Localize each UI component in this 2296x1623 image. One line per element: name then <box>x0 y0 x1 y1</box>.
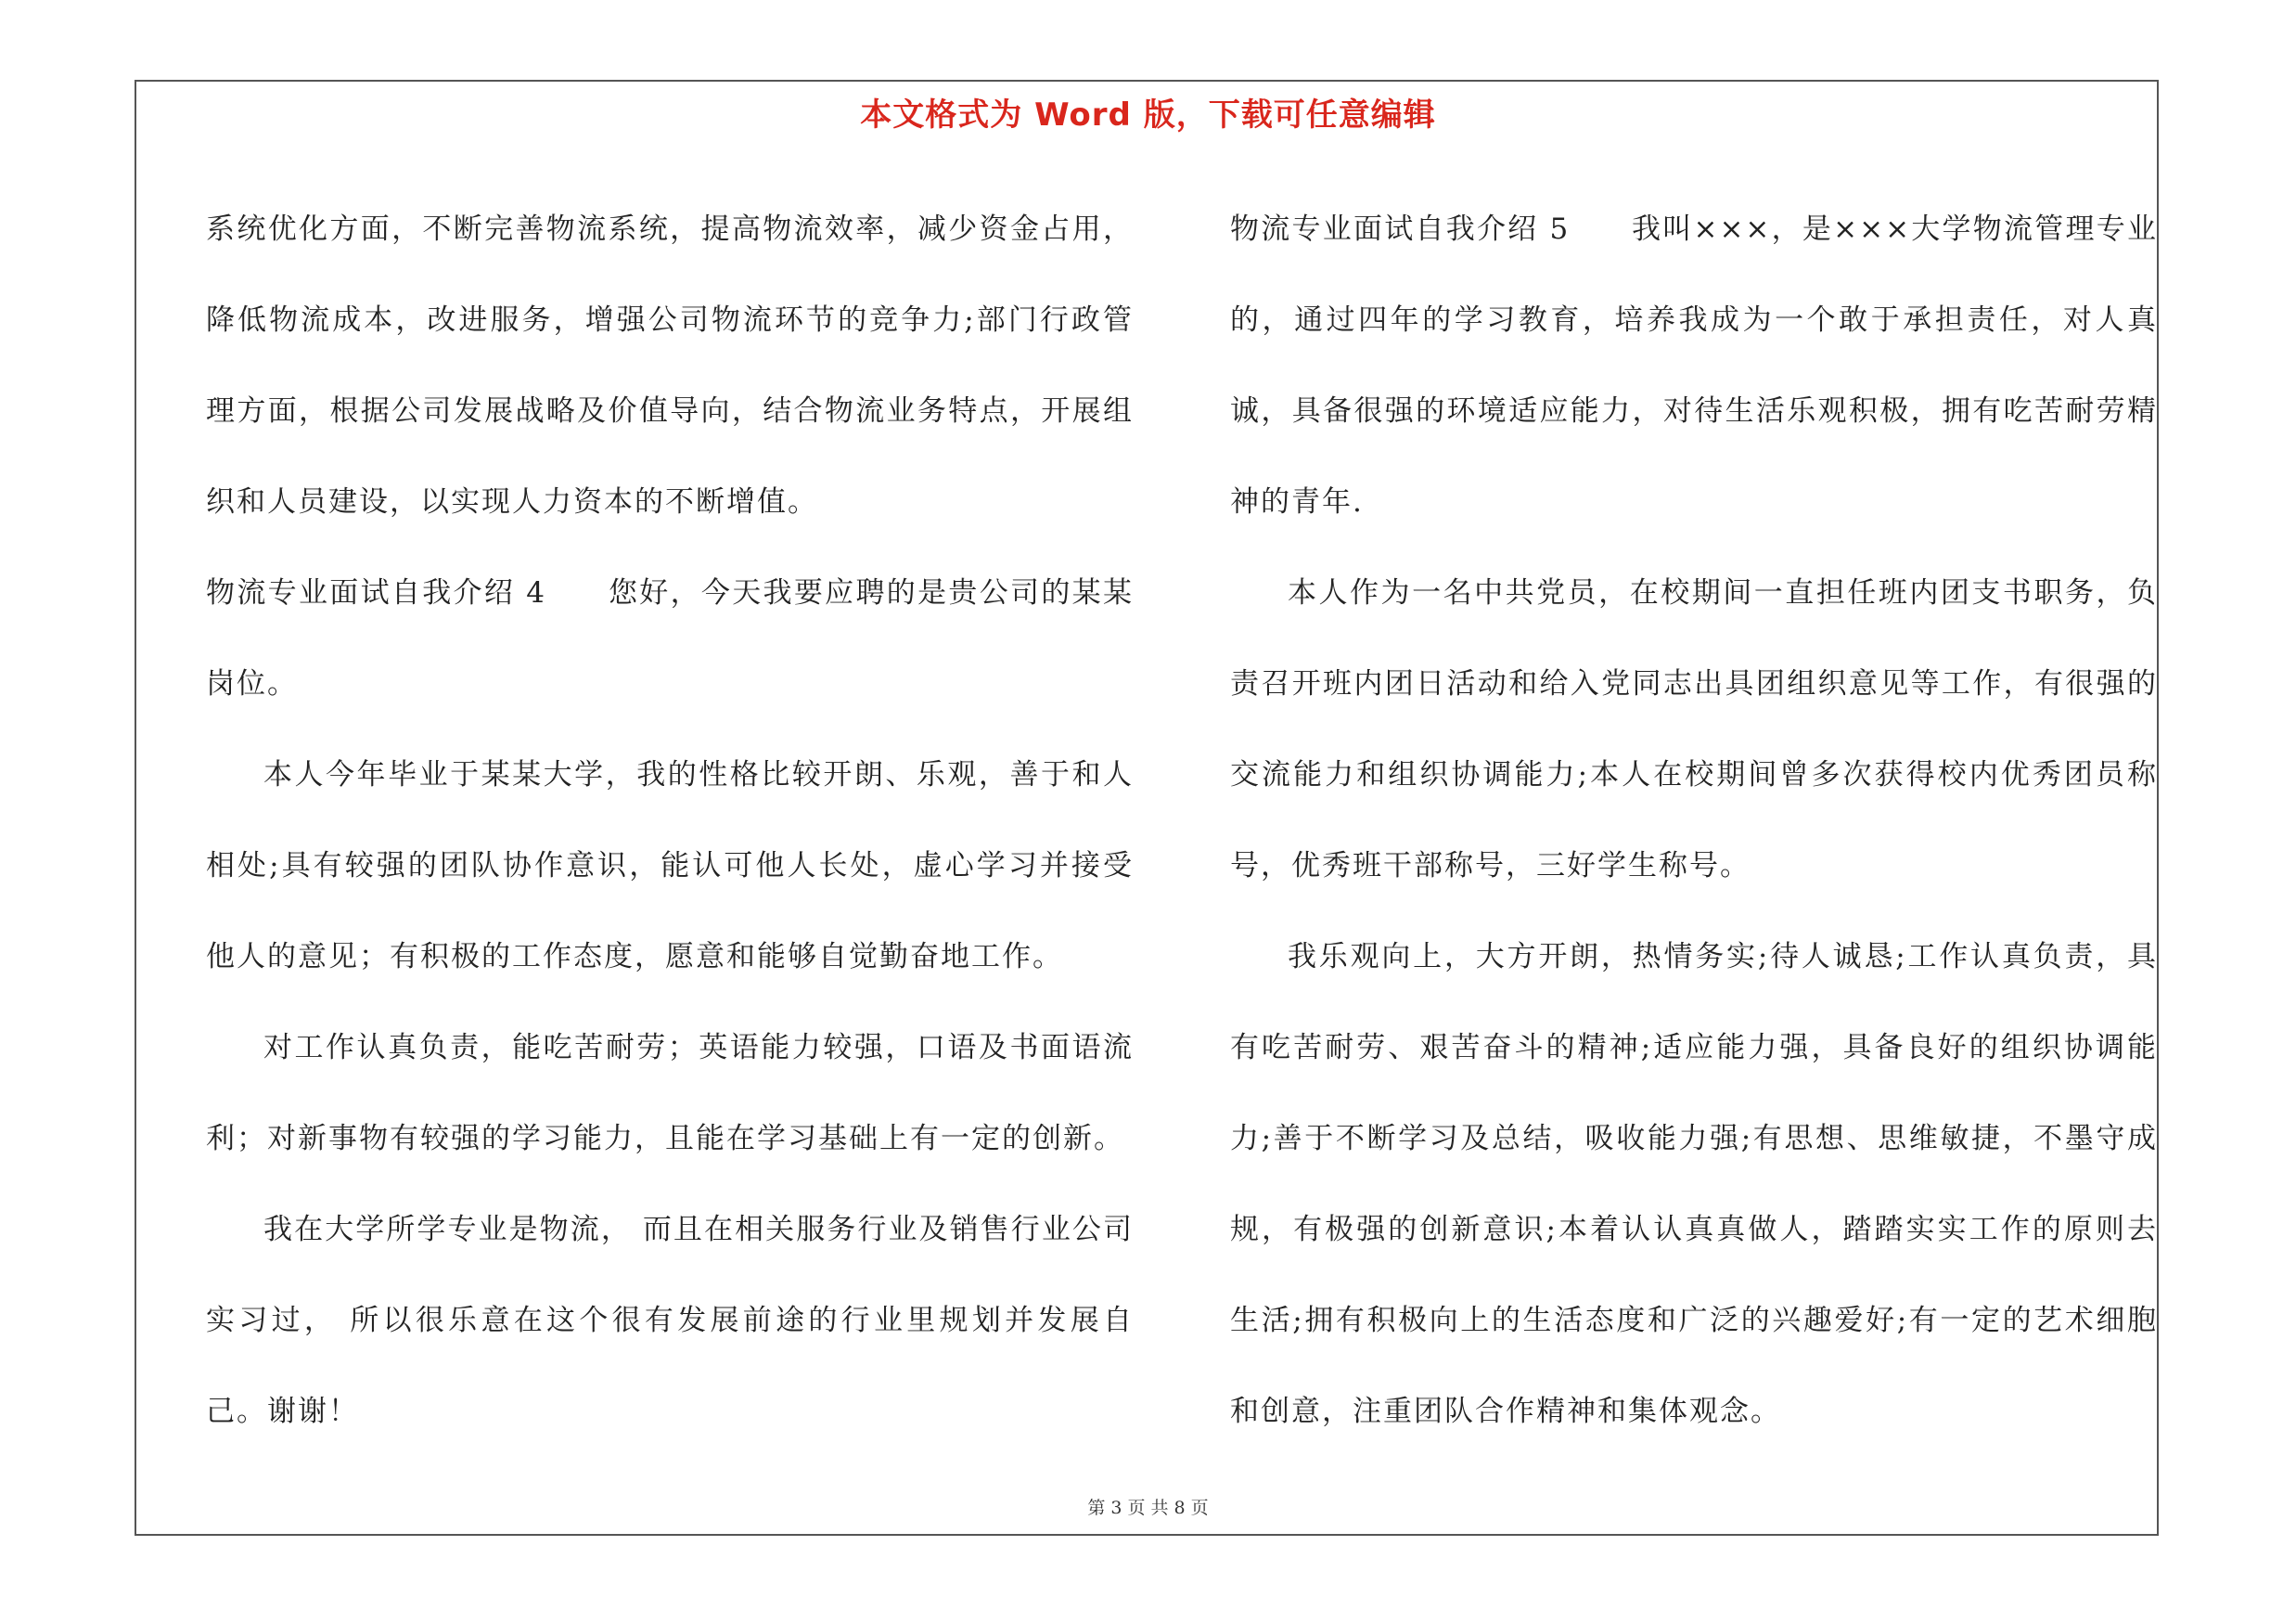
section-heading-paragraph: 物流专业面试自我介绍 5 我叫×××，是×××大学物流管理专业的，通过四年的学习教育，培养我成为一个敢于承担责任，对人真诚，具备很强的环境适应能力，对待生活乐观积极，拥有吃苦耐劳精神的青年. <box>1230 213 2158 519</box>
right-text-column <box>1230 184 2158 1457</box>
word-format-banner: 本文格式为 Word 版，下载可任意编辑 <box>860 97 1436 134</box>
body-paragraph: 对工作认真负责，能吃苦耐劳；英语能力较强，口语及书面语流利；对新事物有较强的学习能力，且能在学习基础上有一定的创新。 <box>206 1031 1134 1155</box>
body-paragraph: 本人作为一名中共党员，在校期间一直担任班内团支书职务，负责召开班内团日活动和给入党同志出具团组织意见等工作，有很强的交流能力和组织协调能力;本人在校期间曾多次获得校内优秀团员称号，优秀班干部称号，三好学生称号。 <box>1230 576 2158 882</box>
body-paragraph: 我乐观向上，大方开朗，热情务实;待人诚恳;工作认真负责，具有吃苦耐劳、艰苦奋斗的精神;适应能力强，具备良好的组织协调能力;善于不断学习及总结，吸收能力强;有思想、思维敏捷，不墨守成规，有极强的创新意识;本着认认真真做人，踏踏实实工作的原则去生活;拥有积极向上的生活态度和广泛的兴趣爱好;有一定的艺术细胞和创意，注重团队合作精神和集体观念。 <box>1230 940 2158 1428</box>
body-paragraph: 系统优化方面，不断完善物流系统，提高物流效率，减少资金占用，降低物流成本，改进服务，增强公司物流环节的竞争力;部门行政管理方面，根据公司发展战略及价值导向，结合物流业务特点，开展组织和人员建设，以实现人力资本的不断增值。 <box>206 213 1134 519</box>
body-paragraph: 我在大学所学专业是物流， 而且在相关服务行业及销售行业公司实习过， 所以很乐意在这个很有发展前途的行业里规划并发展自己。谢谢！ <box>206 1213 1134 1428</box>
page-number: 第 3 页 共 8 页 <box>1087 1498 1209 1518</box>
left-text-column <box>206 184 1134 1457</box>
section-heading-paragraph: 物流专业面试自我介绍 4 您好，今天我要应聘的是贵公司的某某岗位。 <box>206 576 1134 701</box>
body-paragraph: 本人今年毕业于某某大学，我的性格比较开朗、乐观，善于和人相处;具有较强的团队协作意识，能认可他人长处，虚心学习并接受他人的意见；有积极的工作态度，愿意和能够自觉勤奋地工作。 <box>206 758 1134 973</box>
